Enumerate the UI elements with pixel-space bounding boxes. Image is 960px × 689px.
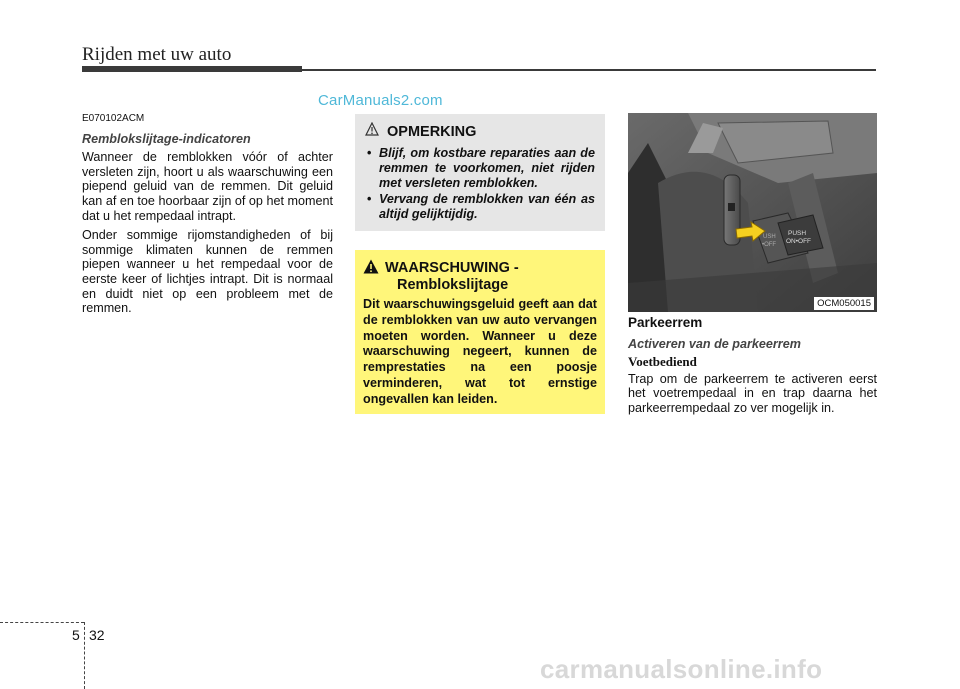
caution-triangle-icon [365,122,379,141]
note-box [355,114,605,231]
warning-subtitle: Remblokslijtage [397,277,509,293]
header-bar [82,66,302,72]
section-subheading: Remblokslijtage-indicatoren [82,131,251,146]
pedal-illustration [628,113,877,312]
note-item: • Vervang de remblokken van één as altijd gelijktijdig. [365,192,595,222]
note-item: • Blijf, om kostbare reparaties aan de remmen te voorkomen, niet rijden met versleten remblokken. [365,146,595,191]
page-header-title: Rijden met uw auto [82,44,232,65]
footer-rule [0,622,84,623]
pedal-label-onoff: ON•OFF [786,238,812,245]
page-number: 32 [89,627,105,643]
section-subsubtitle: Voetbediend [628,354,697,370]
chapter-number: 5 [72,627,80,643]
header-rule [302,69,876,71]
watermark-bottom: carmanualsonline.info [540,654,823,684]
warning-header [363,259,597,293]
note-list [365,146,595,222]
pedal-label-push: PUSH [788,230,807,237]
pedal-label-onoff-2: •OFF [762,242,777,248]
warning-body: Dit waarschuwingsgeluid geeft aan dat de remblokken van uw auto vervangen moeten worden. Wanneer u deze waarschuwing negeert, kunnen de remprestaties na een poosje verminderen, wat tot ernstige ongevallen kan leiden. [363,297,597,406]
paragraph: Wanneer de remblokken vóór of achter versleten zijn, hoort u als waarschuwing een piepend geluid van de remmen. Dit geluid kan af en toe hoorbaar zijn of op het moment dat u het rempedaal intrapt. [82,150,333,223]
paragraph: Onder sommige rijomstandigheden of bij sommige klimaten kunnen de remmen piepen wanneer u het rempedaal voor de eerste keer of lichtjes intrapt. Dit is normaal en duidt niet op een probleem met de remmen. [82,228,333,316]
section-subtitle: Activeren van de parkeerrem [628,336,801,351]
paragraph: Trap om de parkeerrem te activeren eerst het voetrempedaal in en trap daarna het parkeerrempedaal zo ver mogelijk in. [628,371,877,415]
note-title: OPMERKING [387,123,477,140]
section-title: Parkeerrem [628,315,703,330]
figure-label: OCM050015 [814,297,874,310]
watermark-top: CarManuals2.com [318,92,443,109]
section-code: E070102ACM [82,113,145,124]
pedal-label-push-2: USH [763,234,776,240]
left-column [82,112,333,321]
parking-brake-photo [628,113,877,312]
footer-divider [84,622,85,689]
warning-box [355,250,605,414]
warning-triangle-icon [363,259,379,279]
right-column [628,316,877,421]
warning-title: WAARSCHUWING - [385,260,519,276]
note-header [365,122,595,141]
